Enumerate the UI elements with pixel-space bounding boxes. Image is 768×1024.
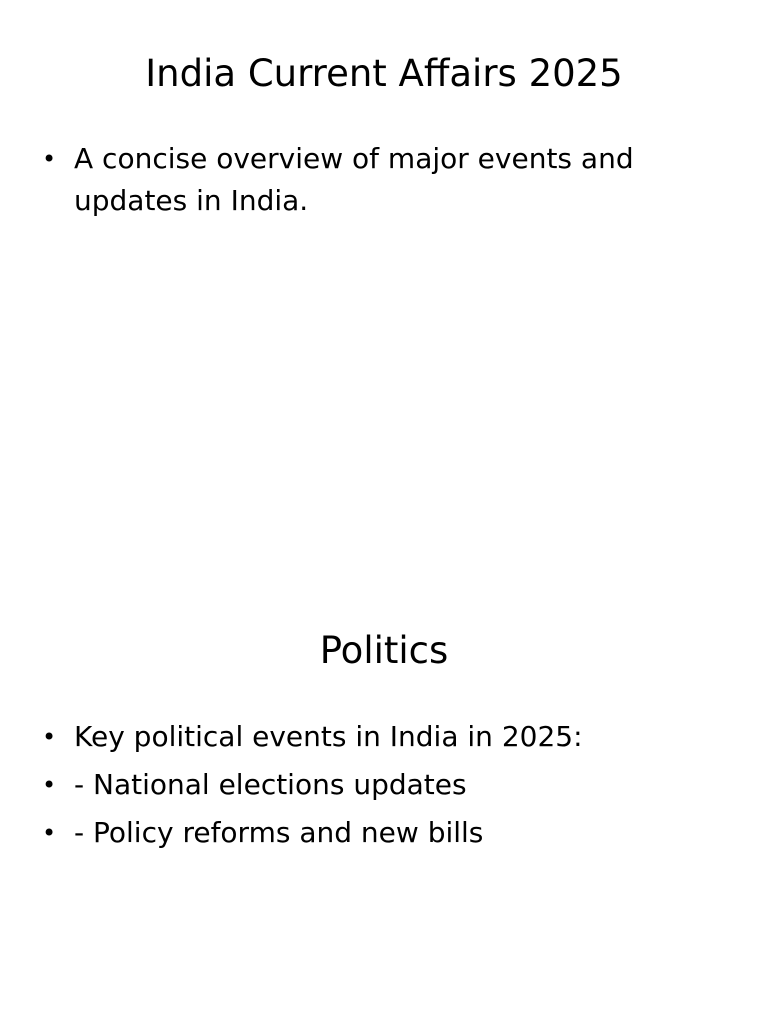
bullet-list [40,716,680,860]
slide-title: India Current Affairs 2025 [145,52,623,95]
bullet-text: Key political events in India in 2025: [74,720,583,753]
bullet-marker: • [42,145,57,173]
bullet-text: A concise overview of major events and updates in India. [74,142,634,217]
slide-title: Politics [319,629,449,672]
bullet-text: - Policy reforms and new bills [74,816,484,849]
bullet-item [40,138,680,222]
bullet-item [40,764,680,806]
bullet-list [40,138,680,228]
bullet-item [40,812,680,854]
bullet-text: - National elections updates [74,768,467,801]
bullet-marker: • [42,819,57,847]
slide-politics [0,576,768,1024]
bullet-item [40,716,680,758]
bullet-marker: • [42,723,57,751]
bullet-marker: • [42,771,57,799]
